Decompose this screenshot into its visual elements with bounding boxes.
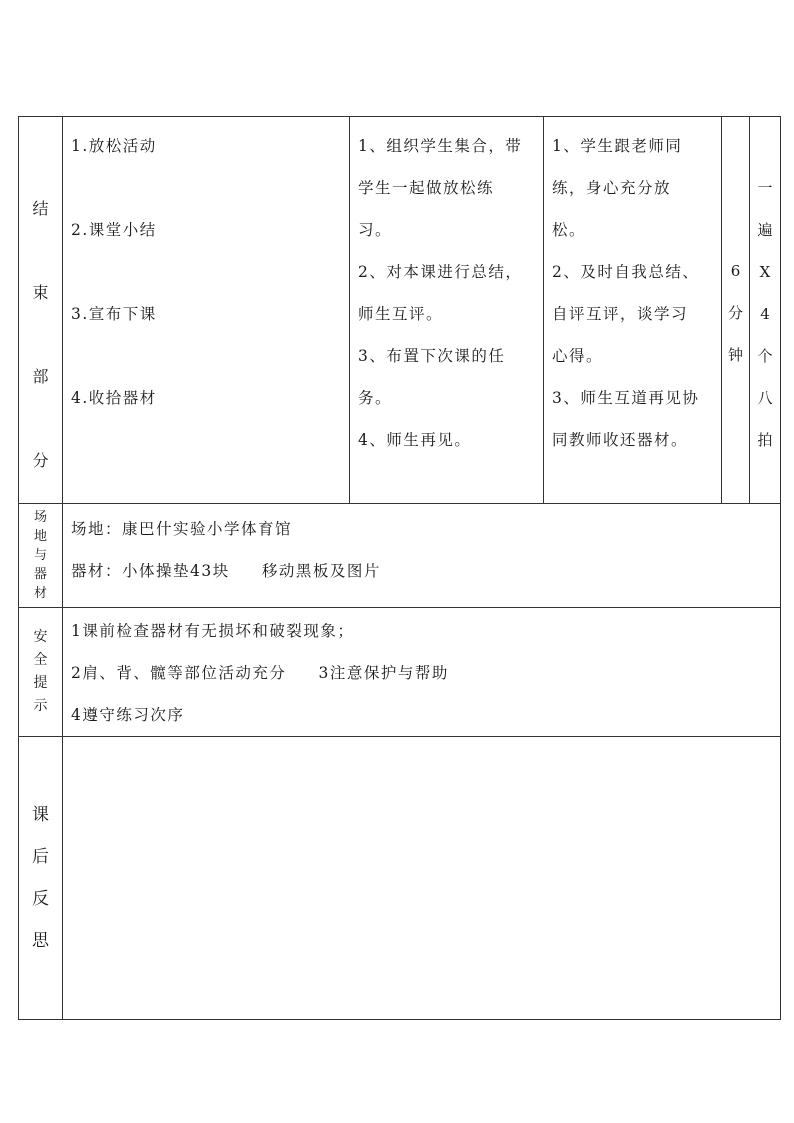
venue-equipment: 器材：小体操垫43块 移动黑板及图片: [71, 562, 381, 580]
end-section-row: [19, 117, 781, 504]
label-char: 与: [33, 548, 47, 563]
activity-item: 2.课堂小结: [71, 221, 157, 239]
teacher-line: 3、布置下次课的任: [358, 347, 506, 365]
venue-row: [19, 504, 781, 608]
safety-label: [19, 608, 63, 737]
student-line: 2、及时自我总结、: [552, 263, 700, 281]
activity-item: 1.放松活动: [71, 137, 157, 155]
lesson-plan-table: [18, 116, 781, 1020]
amount-char: 4: [760, 305, 770, 323]
time-char: 6: [730, 262, 741, 280]
teacher-line: 习。: [358, 221, 393, 239]
label-char: 结: [32, 199, 49, 218]
label-char: 材: [33, 586, 47, 601]
student-line: 3、师生互道再见协: [552, 389, 700, 407]
time-char: 钟: [727, 346, 743, 364]
safety-line: 4遵守练习次序: [71, 706, 185, 724]
teacher-line: 务。: [358, 389, 393, 407]
student-line: 练，身心充分放: [552, 179, 672, 197]
student-line: 1、学生跟老师同: [552, 137, 683, 155]
reflection-content[interactable]: [63, 737, 781, 1020]
time-cell: [722, 117, 750, 504]
teacher-line: 师生互评。: [358, 305, 444, 323]
amount-char: X: [759, 263, 771, 281]
student-line: 心得。: [552, 347, 604, 365]
label-char: 束: [32, 283, 49, 302]
student-activity-cell: [544, 117, 722, 504]
end-section-label: [19, 117, 63, 504]
reflection-row: [19, 737, 781, 1020]
time-char: 分: [727, 304, 743, 322]
amount-char: 八: [757, 389, 773, 407]
reflection-label: [19, 737, 63, 1020]
teacher-line: 4、师生再见。: [358, 431, 472, 449]
activity-item: 3.宣布下课: [71, 305, 157, 323]
label-char: 课: [32, 805, 49, 825]
label-char: 思: [32, 931, 49, 951]
student-line: 松。: [552, 221, 587, 239]
venue-content: [63, 504, 781, 608]
safety-content: [63, 608, 781, 737]
teacher-activity-cell: [350, 117, 544, 504]
safety-row: [19, 608, 781, 737]
activity-item: 4.收拾器材: [71, 389, 157, 407]
student-line: 同教师收还器材。: [552, 431, 689, 449]
student-line: 自评互评，谈学习: [552, 305, 689, 323]
label-char: 安: [33, 629, 48, 645]
label-char: 场: [33, 510, 47, 525]
label-char: 后: [32, 847, 49, 867]
amount-char: 拍: [757, 431, 773, 449]
teacher-line: 1、组织学生集合，带: [358, 137, 523, 155]
label-char: 器: [33, 567, 47, 582]
teacher-line: 学生一起做放松练: [358, 179, 495, 197]
label-char: 地: [33, 529, 47, 544]
label-char: 全: [33, 652, 48, 668]
amount-cell: [750, 117, 781, 504]
label-char: 部: [32, 367, 49, 386]
amount-char: 遍: [757, 221, 773, 239]
label-char: 示: [33, 698, 48, 714]
amount-char: 个: [757, 347, 773, 365]
label-char: 提: [33, 675, 48, 691]
label-char: 分: [32, 451, 49, 470]
amount-char: 一: [757, 179, 773, 197]
safety-line: 1课前检查器材有无损坏和破裂现象；: [71, 622, 355, 640]
label-char: 反: [32, 889, 49, 909]
activity-content-cell: [63, 117, 350, 504]
venue-site: 场地：康巴什实验小学体育馆: [71, 520, 293, 538]
venue-label: [19, 504, 63, 608]
safety-line: 2肩、背、髋等部位活动充分 3注意保护与帮助: [71, 664, 449, 682]
teacher-line: 2、对本课进行总结，: [358, 263, 523, 281]
